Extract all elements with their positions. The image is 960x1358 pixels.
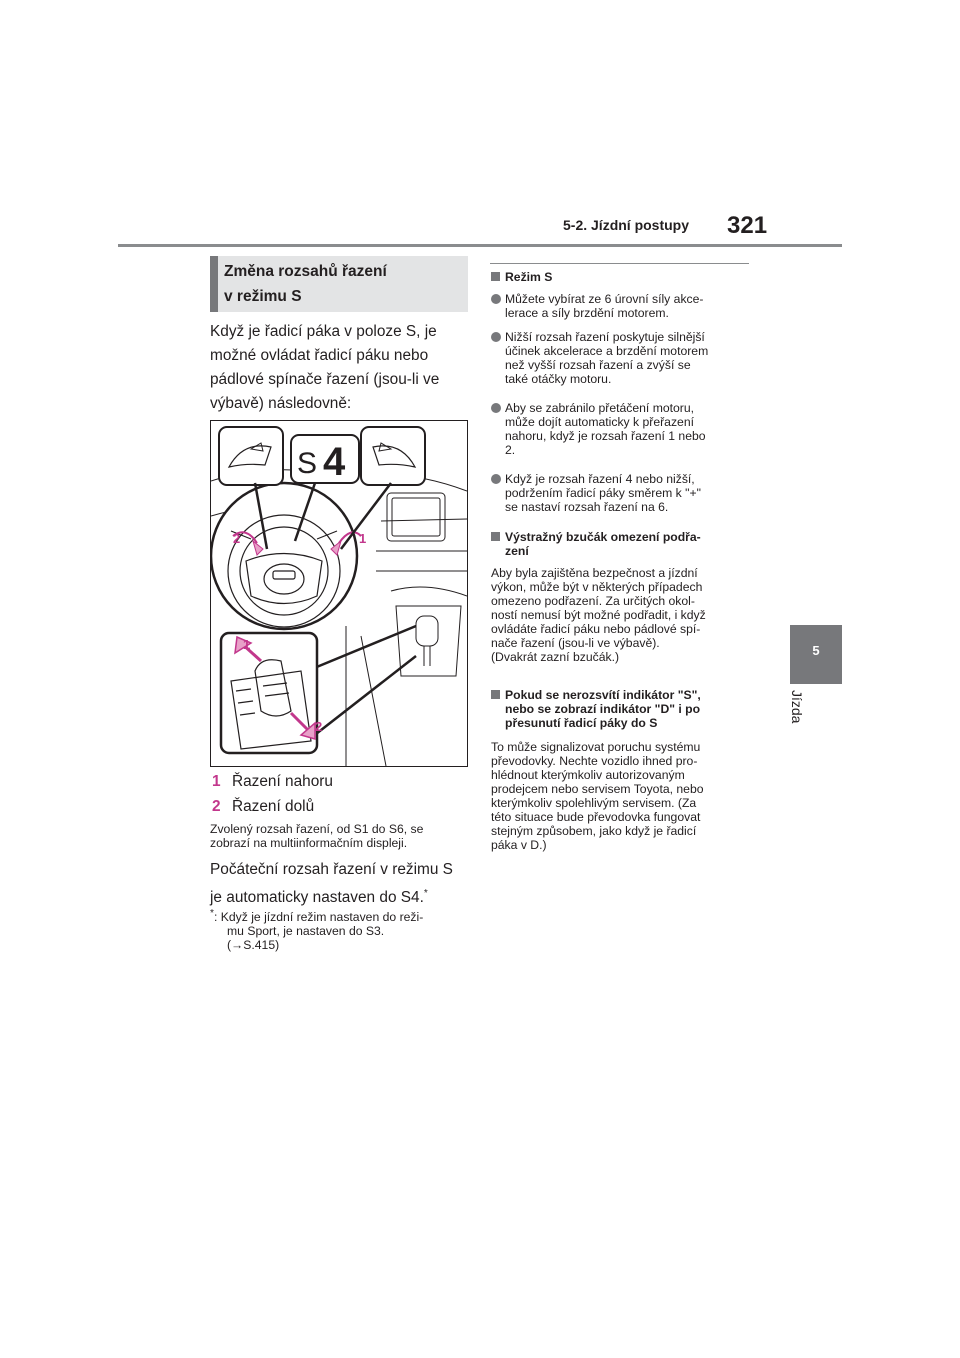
s-mode-item-line: se nastaví rozsah řazení na 6. — [505, 500, 669, 514]
s-mode-item-hold — [491, 472, 753, 514]
s-mode-item-line: lerace a síly brzdění motorem. — [505, 306, 669, 320]
section-heading-line-1: Změna rozsahů řazení — [224, 263, 387, 280]
callout-2-lever: 2 — [315, 719, 323, 734]
legend-text: Řazení nahoru — [232, 773, 333, 790]
s-mode-item-overrev — [491, 401, 753, 457]
intro-line: Když je řadicí páka v poloze S, je — [210, 323, 437, 340]
callout-1-lever: 1 — [243, 637, 251, 652]
initial-range-line: je automaticky nastaven do S4. — [210, 889, 424, 907]
legend-item-downshift — [212, 796, 314, 818]
s-mode-item-line: účinek akcelerace a brzdění motorem — [505, 344, 709, 358]
buzzer-line: výkon, může být v některých případech — [491, 580, 703, 594]
s-mode-item-line: 2. — [505, 443, 516, 457]
footnote-marker: * — [423, 888, 428, 899]
s-mode-item-line: podržením řadicí páky směrem k "+" — [505, 486, 701, 500]
footnote-line: mu Sport, je nastaven do S3. — [227, 924, 385, 939]
steering-magnifier — [211, 483, 357, 629]
display-gear-mode: S — [297, 447, 318, 480]
section-title: 5-2. Jízdní postupy — [563, 217, 690, 233]
illustration-svg — [211, 421, 467, 766]
s-mode-item-line: také otáčky motoru. — [505, 372, 612, 386]
display-note-line: Zvolený rozsah řazení, od S1 do S6, se — [210, 822, 424, 836]
legend-item-upshift — [212, 771, 333, 793]
indicator-line: stejným způsobem, jako když je řadicí — [491, 824, 697, 838]
indicator-line: To může signalizovat poruchu systému — [491, 740, 701, 754]
indicator-heading-line: přesunutí řadicí páky do S — [505, 716, 658, 730]
header-rule — [118, 244, 842, 247]
s-mode-heading — [491, 270, 753, 284]
s-mode-item-line: nahoru, když je rozsah řazení 1 nebo — [505, 429, 706, 443]
footnote — [210, 907, 472, 952]
legend-number: 2 — [212, 798, 221, 815]
footnote-page-link[interactable]: (→S.415) — [227, 938, 280, 953]
right-paddle-inset — [361, 427, 425, 485]
s-mode-item-line: může dojít automaticky k přeřazení — [505, 415, 694, 429]
legend-text: Řazení dolů — [232, 798, 315, 815]
s-mode-item-line: Když je rozsah řazení 4 nebo nižší, — [505, 472, 695, 486]
callout-1-paddle: 1 — [359, 531, 367, 546]
right-column-rule — [490, 263, 749, 264]
footnote-asterisk: * — [210, 908, 214, 919]
buzzer-line: nače řazení (jsou-li ve výbavě). — [491, 636, 660, 650]
s-mode-heading-text: Režim S — [491, 270, 753, 284]
intro-line: pádlové spínače řazení (jsou-li ve — [210, 371, 440, 388]
buzzer-line: omezeno podřazení. Za určitých okol- — [491, 594, 695, 608]
section-heading-line-2: v režimu S — [224, 288, 302, 305]
indicator-heading-line: nebo se zobrazí indikátor "D" i po — [505, 702, 701, 716]
buzzer-line: ovládáte řadicí páku nebo pádlové spí- — [491, 622, 701, 636]
s-mode-item-line: Nižší rozsah řazení poskytuje silnější — [505, 330, 705, 344]
indicator-line: prodejcem nebo servisem Toyota, nebo — [491, 782, 704, 796]
indicator-line: této situace bude převodovka fungovat — [491, 810, 701, 824]
callout-2-paddle: 2 — [233, 531, 241, 546]
indicator-paragraph — [491, 740, 753, 852]
legend-number: 1 — [212, 773, 221, 790]
buzzer-heading-line: zení — [505, 544, 529, 558]
chapter-number: 5 — [812, 643, 820, 658]
indicator-heading-line: Pokud se nerozsvítí indikátor "S", — [505, 688, 701, 702]
indicator-line: kterýmkoliv spolehlivým servisem. (Za — [491, 796, 697, 810]
intro-line: výbavě) následovně: — [210, 395, 352, 412]
gear-shift-illustration — [210, 420, 468, 767]
section-heading — [224, 259, 464, 309]
buzzer-heading-line: Výstražný bzučák omezení podřa- — [505, 530, 701, 544]
chapter-label — [783, 690, 805, 750]
section-heading-bar — [210, 256, 218, 312]
chapter-label-text: Jízda — [789, 690, 805, 724]
buzzer-line: Aby byla zajištěna bezpečnost a jízdní — [491, 566, 698, 580]
display-note-line: zobrazí na multiinformačním displeji. — [210, 836, 408, 850]
display-gear-number: 4 — [323, 440, 346, 484]
indicator-line: páka v D.) — [491, 838, 547, 852]
indicator-line: hlédnout kterýmkoliv autorizovaným — [491, 768, 685, 782]
buzzer-line: (Dvakrát zazní bzučák.) — [491, 650, 620, 664]
buzzer-paragraph — [491, 566, 753, 664]
intro-paragraph — [210, 320, 472, 416]
left-paddle-inset — [219, 427, 283, 485]
s-mode-item-levels — [491, 292, 753, 320]
initial-range-paragraph — [210, 858, 472, 910]
initial-range-line: Počáteční rozsah řazení v režimu S — [210, 861, 453, 878]
s-mode-item-line: než vyšší rozsah řazení a zvýší se — [505, 358, 691, 372]
footnote-line: : Když je jízdní režim nastaven do reži- — [213, 910, 424, 925]
s-mode-item-line: Aby se zabránilo přetáčení motoru, — [505, 401, 695, 415]
intro-line: možné ovládat řadicí páku nebo — [210, 347, 429, 364]
s-mode-item-lower-range — [491, 330, 753, 386]
display-note — [210, 822, 472, 850]
indicator-line: převodovky. Nechte vozidlo ihned pro- — [491, 754, 698, 768]
buzzer-line: ností nemusí být možné podřadit, i když — [491, 608, 706, 622]
buzzer-heading — [491, 530, 753, 558]
s-mode-item-line: Můžete vybírat ze 6 úrovní síly akce- — [505, 292, 704, 306]
page-number: 321 — [727, 212, 768, 239]
indicator-heading — [491, 688, 753, 730]
